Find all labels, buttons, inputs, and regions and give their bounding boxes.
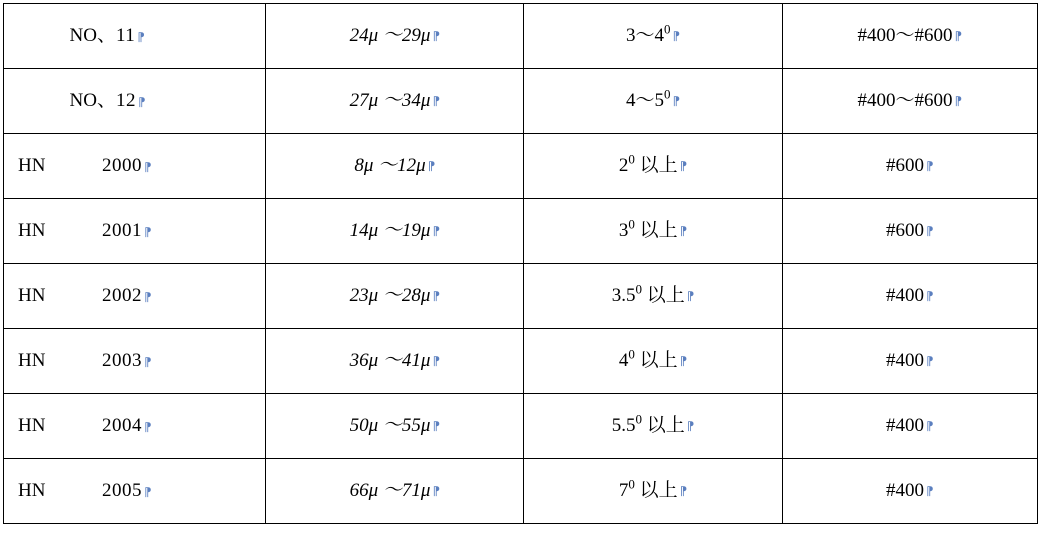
paragraph-mark-icon: ⁋ (432, 419, 441, 434)
table-body (4, 4, 1038, 524)
code-prefix: NO、 (69, 24, 116, 46)
cell-product-code (4, 264, 266, 329)
cell-product-code (4, 394, 266, 459)
angle-degree-symbol: 0 (628, 476, 635, 492)
angle-suffix: 以上 (634, 219, 678, 241)
angle-value: 5.5 (611, 414, 636, 436)
cell-product-code (4, 329, 266, 394)
paragraph-mark-icon: ⁋ (679, 224, 688, 239)
grit-value: #400 (886, 414, 925, 436)
table-row (4, 329, 1038, 394)
paragraph-mark-icon: ⁋ (144, 484, 152, 499)
cell-product-code (4, 459, 266, 524)
paragraph-mark-icon: ⁋ (686, 419, 695, 434)
code-number: 2004 (102, 414, 142, 436)
cell-particle-size (266, 329, 524, 394)
angle-degree-symbol: 0 (635, 411, 643, 427)
paragraph-mark-icon: ⁋ (432, 94, 441, 109)
paragraph-mark-icon: ⁋ (432, 224, 441, 239)
angle-degree-symbol: 0 (635, 281, 643, 297)
cell-grit (782, 459, 1037, 524)
angle-suffix: 以上 (634, 154, 678, 176)
angle-value: 3.5 (611, 284, 636, 306)
paragraph-mark-icon: ⁋ (672, 29, 681, 44)
cell-grit (782, 69, 1037, 134)
code-number: 2003 (102, 349, 142, 371)
cell-angle (524, 459, 782, 524)
code-number: 2000 (102, 154, 142, 176)
paragraph-mark-icon: ⁋ (427, 159, 436, 174)
cell-particle-size (266, 4, 524, 69)
angle-value: 4～5 (626, 89, 665, 111)
paragraph-mark-icon: ⁋ (954, 29, 963, 44)
angle-value: 4 (618, 349, 629, 371)
paragraph-mark-icon: ⁋ (432, 289, 441, 304)
grit-value: #400～#600 (857, 24, 953, 46)
cell-angle (524, 329, 782, 394)
angle-suffix: 以上 (634, 479, 678, 501)
grit-value: #400 (886, 284, 925, 306)
particle-size-value: 23μ ～28μ (349, 284, 431, 306)
table-row (4, 264, 1038, 329)
angle-suffix: 以上 (642, 284, 685, 306)
paragraph-mark-icon: ⁋ (926, 419, 934, 434)
paragraph-mark-icon: ⁋ (144, 354, 152, 369)
angle-degree-symbol: 0 (628, 346, 635, 362)
table-row (4, 459, 1038, 524)
code-prefix: NO、 (69, 89, 116, 111)
code-number: 2002 (102, 284, 142, 306)
code-prefix: HN (18, 479, 46, 501)
code-prefix: HN (18, 154, 46, 176)
angle-suffix: 以上 (634, 349, 678, 371)
cell-grit (782, 329, 1037, 394)
paragraph-mark-icon: ⁋ (926, 289, 934, 304)
grit-value: #600 (886, 154, 925, 176)
cell-angle (524, 134, 782, 199)
table-row (4, 4, 1038, 69)
grit-value: #400 (886, 349, 925, 371)
particle-size-value: 66μ ～71μ (349, 479, 431, 501)
code-number: 2001 (102, 219, 142, 241)
table-row (4, 394, 1038, 459)
specification-table (3, 3, 1038, 524)
cell-angle (524, 199, 782, 264)
paragraph-mark-icon: ⁋ (926, 484, 934, 499)
angle-suffix: 以上 (642, 414, 685, 436)
cell-angle (524, 394, 782, 459)
code-number: 2005 (102, 479, 142, 501)
cell-grit (782, 4, 1037, 69)
table-row (4, 199, 1038, 264)
particle-size-value: 36μ ～41μ (349, 349, 431, 371)
paragraph-mark-icon: ⁋ (144, 224, 152, 239)
cell-particle-size (266, 199, 524, 264)
particle-size-value: 14μ ～19μ (349, 219, 431, 241)
paragraph-mark-icon: ⁋ (679, 354, 688, 369)
angle-degree-symbol: 0 (628, 216, 635, 232)
paragraph-mark-icon: ⁋ (432, 484, 441, 499)
angle-value: 3～4 (626, 24, 665, 46)
document-page (0, 3, 1043, 533)
cell-particle-size (266, 134, 524, 199)
paragraph-mark-icon: ⁋ (432, 354, 441, 369)
code-prefix: HN (18, 349, 46, 371)
paragraph-mark-icon: ⁋ (137, 29, 145, 44)
particle-size-value: 27μ ～34μ (349, 89, 431, 111)
angle-degree-symbol: 0 (664, 21, 671, 37)
cell-product-code (4, 4, 266, 69)
angle-degree-symbol: 0 (664, 86, 671, 102)
angle-value: 3 (618, 219, 629, 241)
cell-product-code (4, 69, 266, 134)
cell-angle (524, 264, 782, 329)
paragraph-mark-icon: ⁋ (432, 29, 441, 44)
code-number: 11 (116, 24, 136, 46)
particle-size-value: 8μ ～12μ (354, 154, 426, 176)
paragraph-mark-icon: ⁋ (926, 159, 934, 174)
paragraph-mark-icon: ⁋ (672, 94, 681, 109)
cell-grit (782, 199, 1037, 264)
table-row (4, 69, 1038, 134)
cell-grit (782, 264, 1037, 329)
paragraph-mark-icon: ⁋ (144, 419, 152, 434)
cell-particle-size (266, 394, 524, 459)
cell-particle-size (266, 264, 524, 329)
paragraph-mark-icon: ⁋ (679, 159, 688, 174)
code-number: 12 (116, 89, 136, 111)
grit-value: #400 (886, 479, 925, 501)
cell-particle-size (266, 459, 524, 524)
paragraph-mark-icon: ⁋ (954, 94, 963, 109)
cell-product-code (4, 134, 266, 199)
angle-degree-symbol: 0 (628, 151, 635, 167)
angle-value: 2 (618, 154, 629, 176)
code-prefix: HN (18, 219, 46, 241)
angle-value: 7 (618, 479, 629, 501)
particle-size-value: 50μ ～55μ (349, 414, 431, 436)
cell-grit (782, 394, 1037, 459)
grit-value: #400～#600 (857, 89, 953, 111)
paragraph-mark-icon: ⁋ (926, 224, 934, 239)
cell-product-code (4, 199, 266, 264)
paragraph-mark-icon: ⁋ (926, 354, 934, 369)
cell-grit (782, 134, 1037, 199)
code-prefix: HN (18, 284, 46, 306)
cell-angle (524, 69, 782, 134)
paragraph-mark-icon: ⁋ (144, 289, 152, 304)
particle-size-value: 24μ ～29μ (349, 24, 431, 46)
cell-particle-size (266, 69, 524, 134)
paragraph-mark-icon: ⁋ (144, 159, 152, 174)
paragraph-mark-icon: ⁋ (679, 484, 688, 499)
code-prefix: HN (18, 414, 46, 436)
cell-angle (524, 4, 782, 69)
table-row (4, 134, 1038, 199)
paragraph-mark-icon: ⁋ (138, 94, 146, 109)
grit-value: #600 (886, 219, 925, 241)
paragraph-mark-icon: ⁋ (686, 289, 695, 304)
